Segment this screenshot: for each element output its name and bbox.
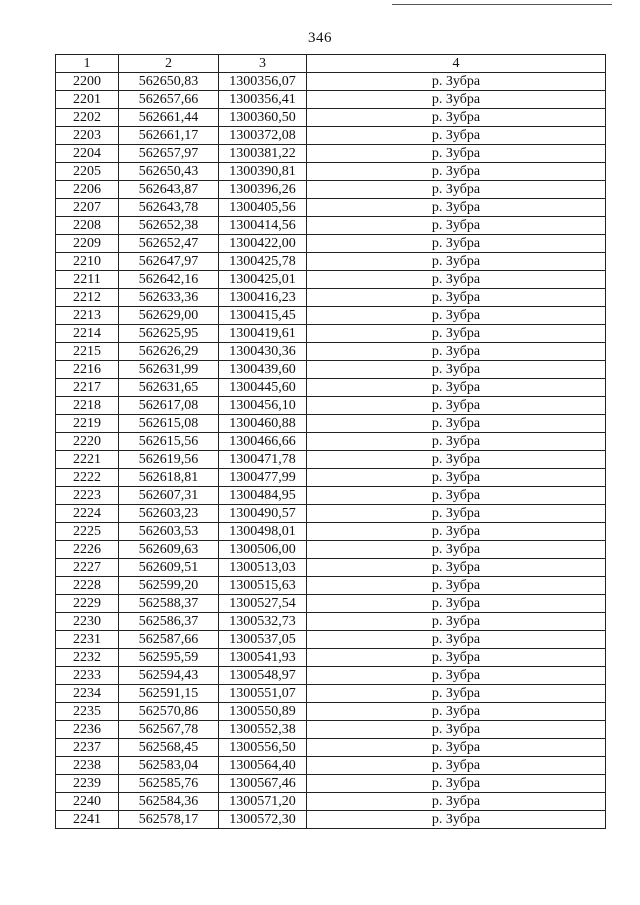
table-row xyxy=(56,649,606,667)
y-coordinate-cell: 1300552,38 xyxy=(219,721,307,739)
table-row xyxy=(56,685,606,703)
table-row xyxy=(56,739,606,757)
x-coordinate-cell: 562594,43 xyxy=(119,667,219,685)
y-coordinate-cell: 1300572,30 xyxy=(219,811,307,829)
y-coordinate-cell: 1300356,07 xyxy=(219,73,307,91)
description-cell: р. Зубра xyxy=(307,217,606,235)
y-coordinate-cell: 1300439,60 xyxy=(219,361,307,379)
point-number-cell: 2201 xyxy=(56,91,119,109)
point-number-cell: 2240 xyxy=(56,793,119,811)
table-row xyxy=(56,541,606,559)
y-coordinate-cell: 1300372,08 xyxy=(219,127,307,145)
table-row xyxy=(56,595,606,613)
x-coordinate-cell: 562607,31 xyxy=(119,487,219,505)
x-coordinate-cell: 562619,56 xyxy=(119,451,219,469)
description-cell: р. Зубра xyxy=(307,613,606,631)
table-row xyxy=(56,559,606,577)
y-coordinate-cell: 1300537,05 xyxy=(219,631,307,649)
top-rule xyxy=(392,4,612,5)
y-coordinate-cell: 1300460,88 xyxy=(219,415,307,433)
y-coordinate-cell: 1300425,78 xyxy=(219,253,307,271)
description-cell: р. Зубра xyxy=(307,325,606,343)
table-row xyxy=(56,811,606,829)
point-number-cell: 2238 xyxy=(56,757,119,775)
description-cell: р. Зубра xyxy=(307,721,606,739)
description-cell: р. Зубра xyxy=(307,793,606,811)
y-coordinate-cell: 1300567,46 xyxy=(219,775,307,793)
y-coordinate-cell: 1300414,56 xyxy=(219,217,307,235)
x-coordinate-cell: 562599,20 xyxy=(119,577,219,595)
coordinates-table xyxy=(55,54,606,829)
y-coordinate-cell: 1300456,10 xyxy=(219,397,307,415)
y-coordinate-cell: 1300360,50 xyxy=(219,109,307,127)
point-number-cell: 2239 xyxy=(56,775,119,793)
x-coordinate-cell: 562661,44 xyxy=(119,109,219,127)
description-cell: р. Зубра xyxy=(307,181,606,199)
table-row xyxy=(56,469,606,487)
y-coordinate-cell: 1300515,63 xyxy=(219,577,307,595)
point-number-cell: 2233 xyxy=(56,667,119,685)
table-row xyxy=(56,325,606,343)
y-coordinate-cell: 1300541,93 xyxy=(219,649,307,667)
description-cell: р. Зубра xyxy=(307,235,606,253)
table-row xyxy=(56,163,606,181)
y-coordinate-cell: 1300381,22 xyxy=(219,145,307,163)
x-coordinate-cell: 562661,17 xyxy=(119,127,219,145)
x-coordinate-cell: 562615,56 xyxy=(119,433,219,451)
y-coordinate-cell: 1300430,36 xyxy=(219,343,307,361)
y-coordinate-cell: 1300390,81 xyxy=(219,163,307,181)
x-coordinate-cell: 562588,37 xyxy=(119,595,219,613)
x-coordinate-cell: 562631,99 xyxy=(119,361,219,379)
table-row xyxy=(56,523,606,541)
point-number-cell: 2211 xyxy=(56,271,119,289)
point-number-cell: 2230 xyxy=(56,613,119,631)
x-coordinate-cell: 562657,66 xyxy=(119,91,219,109)
description-cell: р. Зубра xyxy=(307,199,606,217)
table-row xyxy=(56,289,606,307)
point-number-cell: 2225 xyxy=(56,523,119,541)
y-coordinate-cell: 1300532,73 xyxy=(219,613,307,631)
point-number-cell: 2235 xyxy=(56,703,119,721)
y-coordinate-cell: 1300490,57 xyxy=(219,505,307,523)
table-row xyxy=(56,631,606,649)
description-cell: р. Зубра xyxy=(307,127,606,145)
x-coordinate-cell: 562584,36 xyxy=(119,793,219,811)
x-coordinate-cell: 562643,78 xyxy=(119,199,219,217)
x-coordinate-cell: 562625,95 xyxy=(119,325,219,343)
point-number-cell: 2207 xyxy=(56,199,119,217)
description-cell: р. Зубра xyxy=(307,703,606,721)
table-row xyxy=(56,271,606,289)
table-header xyxy=(56,55,606,73)
description-cell: р. Зубра xyxy=(307,685,606,703)
table-row xyxy=(56,721,606,739)
description-cell: р. Зубра xyxy=(307,469,606,487)
description-cell: р. Зубра xyxy=(307,667,606,685)
table-row xyxy=(56,91,606,109)
point-number-cell: 2227 xyxy=(56,559,119,577)
table-row xyxy=(56,613,606,631)
header-col-1: 1 xyxy=(56,55,119,73)
point-number-cell: 2208 xyxy=(56,217,119,235)
point-number-cell: 2217 xyxy=(56,379,119,397)
point-number-cell: 2215 xyxy=(56,343,119,361)
x-coordinate-cell: 562587,66 xyxy=(119,631,219,649)
y-coordinate-cell: 1300396,26 xyxy=(219,181,307,199)
table-row xyxy=(56,361,606,379)
y-coordinate-cell: 1300477,99 xyxy=(219,469,307,487)
description-cell: р. Зубра xyxy=(307,163,606,181)
header-row xyxy=(56,55,606,73)
x-coordinate-cell: 562617,08 xyxy=(119,397,219,415)
description-cell: р. Зубра xyxy=(307,523,606,541)
x-coordinate-cell: 562609,51 xyxy=(119,559,219,577)
x-coordinate-cell: 562652,38 xyxy=(119,217,219,235)
y-coordinate-cell: 1300527,54 xyxy=(219,595,307,613)
description-cell: р. Зубра xyxy=(307,505,606,523)
point-number-cell: 2200 xyxy=(56,73,119,91)
description-cell: р. Зубра xyxy=(307,559,606,577)
table-row xyxy=(56,451,606,469)
x-coordinate-cell: 562626,29 xyxy=(119,343,219,361)
table-row xyxy=(56,343,606,361)
x-coordinate-cell: 562631,65 xyxy=(119,379,219,397)
y-coordinate-cell: 1300415,45 xyxy=(219,307,307,325)
x-coordinate-cell: 562586,37 xyxy=(119,613,219,631)
point-number-cell: 2218 xyxy=(56,397,119,415)
table-row xyxy=(56,415,606,433)
description-cell: р. Зубра xyxy=(307,541,606,559)
point-number-cell: 2224 xyxy=(56,505,119,523)
description-cell: р. Зубра xyxy=(307,73,606,91)
y-coordinate-cell: 1300548,97 xyxy=(219,667,307,685)
x-coordinate-cell: 562603,53 xyxy=(119,523,219,541)
table-row xyxy=(56,505,606,523)
x-coordinate-cell: 562595,59 xyxy=(119,649,219,667)
x-coordinate-cell: 562629,00 xyxy=(119,307,219,325)
x-coordinate-cell: 562567,78 xyxy=(119,721,219,739)
x-coordinate-cell: 562570,86 xyxy=(119,703,219,721)
y-coordinate-cell: 1300571,20 xyxy=(219,793,307,811)
point-number-cell: 2236 xyxy=(56,721,119,739)
table-row xyxy=(56,757,606,775)
point-number-cell: 2216 xyxy=(56,361,119,379)
description-cell: р. Зубра xyxy=(307,595,606,613)
y-coordinate-cell: 1300425,01 xyxy=(219,271,307,289)
description-cell: р. Зубра xyxy=(307,271,606,289)
x-coordinate-cell: 562615,08 xyxy=(119,415,219,433)
y-coordinate-cell: 1300513,03 xyxy=(219,559,307,577)
page-number: 346 xyxy=(308,30,332,46)
point-number-cell: 2229 xyxy=(56,595,119,613)
x-coordinate-cell: 562583,04 xyxy=(119,757,219,775)
description-cell: р. Зубра xyxy=(307,91,606,109)
description-cell: р. Зубра xyxy=(307,433,606,451)
y-coordinate-cell: 1300506,00 xyxy=(219,541,307,559)
y-coordinate-cell: 1300419,61 xyxy=(219,325,307,343)
table-row xyxy=(56,793,606,811)
point-number-cell: 2226 xyxy=(56,541,119,559)
y-coordinate-cell: 1300471,78 xyxy=(219,451,307,469)
point-number-cell: 2234 xyxy=(56,685,119,703)
description-cell: р. Зубра xyxy=(307,109,606,127)
y-coordinate-cell: 1300484,95 xyxy=(219,487,307,505)
table-row xyxy=(56,397,606,415)
description-cell: р. Зубра xyxy=(307,649,606,667)
y-coordinate-cell: 1300550,89 xyxy=(219,703,307,721)
y-coordinate-cell: 1300551,07 xyxy=(219,685,307,703)
x-coordinate-cell: 562643,87 xyxy=(119,181,219,199)
point-number-cell: 2202 xyxy=(56,109,119,127)
point-number-cell: 2205 xyxy=(56,163,119,181)
x-coordinate-cell: 562568,45 xyxy=(119,739,219,757)
point-number-cell: 2231 xyxy=(56,631,119,649)
x-coordinate-cell: 562650,43 xyxy=(119,163,219,181)
x-coordinate-cell: 562652,47 xyxy=(119,235,219,253)
table-row xyxy=(56,433,606,451)
table-row xyxy=(56,199,606,217)
y-coordinate-cell: 1300445,60 xyxy=(219,379,307,397)
point-number-cell: 2223 xyxy=(56,487,119,505)
y-coordinate-cell: 1300556,50 xyxy=(219,739,307,757)
point-number-cell: 2204 xyxy=(56,145,119,163)
point-number-cell: 2221 xyxy=(56,451,119,469)
table-row xyxy=(56,577,606,595)
description-cell: р. Зубра xyxy=(307,253,606,271)
point-number-cell: 2219 xyxy=(56,415,119,433)
point-number-cell: 2214 xyxy=(56,325,119,343)
point-number-cell: 2206 xyxy=(56,181,119,199)
description-cell: р. Зубра xyxy=(307,307,606,325)
description-cell: р. Зубра xyxy=(307,145,606,163)
y-coordinate-cell: 1300416,23 xyxy=(219,289,307,307)
table-row xyxy=(56,217,606,235)
point-number-cell: 2241 xyxy=(56,811,119,829)
x-coordinate-cell: 562650,83 xyxy=(119,73,219,91)
description-cell: р. Зубра xyxy=(307,577,606,595)
header-col-4: 4 xyxy=(307,55,606,73)
y-coordinate-cell: 1300466,66 xyxy=(219,433,307,451)
table-row xyxy=(56,775,606,793)
table-row xyxy=(56,667,606,685)
point-number-cell: 2237 xyxy=(56,739,119,757)
description-cell: р. Зубра xyxy=(307,451,606,469)
x-coordinate-cell: 562609,63 xyxy=(119,541,219,559)
description-cell: р. Зубра xyxy=(307,631,606,649)
y-coordinate-cell: 1300356,41 xyxy=(219,91,307,109)
y-coordinate-cell: 1300422,00 xyxy=(219,235,307,253)
y-coordinate-cell: 1300564,40 xyxy=(219,757,307,775)
point-number-cell: 2212 xyxy=(56,289,119,307)
description-cell: р. Зубра xyxy=(307,343,606,361)
point-number-cell: 2209 xyxy=(56,235,119,253)
table-row xyxy=(56,703,606,721)
table-row xyxy=(56,73,606,91)
x-coordinate-cell: 562591,15 xyxy=(119,685,219,703)
table-row xyxy=(56,127,606,145)
x-coordinate-cell: 562657,97 xyxy=(119,145,219,163)
table-row xyxy=(56,379,606,397)
description-cell: р. Зубра xyxy=(307,757,606,775)
y-coordinate-cell: 1300405,56 xyxy=(219,199,307,217)
description-cell: р. Зубра xyxy=(307,361,606,379)
table-row xyxy=(56,307,606,325)
y-coordinate-cell: 1300498,01 xyxy=(219,523,307,541)
table-body xyxy=(56,73,606,829)
table-row xyxy=(56,235,606,253)
x-coordinate-cell: 562633,36 xyxy=(119,289,219,307)
description-cell: р. Зубра xyxy=(307,775,606,793)
point-number-cell: 2203 xyxy=(56,127,119,145)
description-cell: р. Зубра xyxy=(307,811,606,829)
point-number-cell: 2213 xyxy=(56,307,119,325)
x-coordinate-cell: 562578,17 xyxy=(119,811,219,829)
description-cell: р. Зубра xyxy=(307,415,606,433)
description-cell: р. Зубра xyxy=(307,379,606,397)
x-coordinate-cell: 562585,76 xyxy=(119,775,219,793)
table-row xyxy=(56,145,606,163)
header-col-2: 2 xyxy=(119,55,219,73)
header-col-3: 3 xyxy=(219,55,307,73)
x-coordinate-cell: 562618,81 xyxy=(119,469,219,487)
x-coordinate-cell: 562647,97 xyxy=(119,253,219,271)
table-row xyxy=(56,181,606,199)
point-number-cell: 2232 xyxy=(56,649,119,667)
table-row xyxy=(56,487,606,505)
table-row xyxy=(56,253,606,271)
x-coordinate-cell: 562603,23 xyxy=(119,505,219,523)
point-number-cell: 2222 xyxy=(56,469,119,487)
description-cell: р. Зубра xyxy=(307,397,606,415)
x-coordinate-cell: 562642,16 xyxy=(119,271,219,289)
point-number-cell: 2220 xyxy=(56,433,119,451)
point-number-cell: 2210 xyxy=(56,253,119,271)
description-cell: р. Зубра xyxy=(307,289,606,307)
description-cell: р. Зубра xyxy=(307,487,606,505)
point-number-cell: 2228 xyxy=(56,577,119,595)
description-cell: р. Зубра xyxy=(307,739,606,757)
table-row xyxy=(56,109,606,127)
